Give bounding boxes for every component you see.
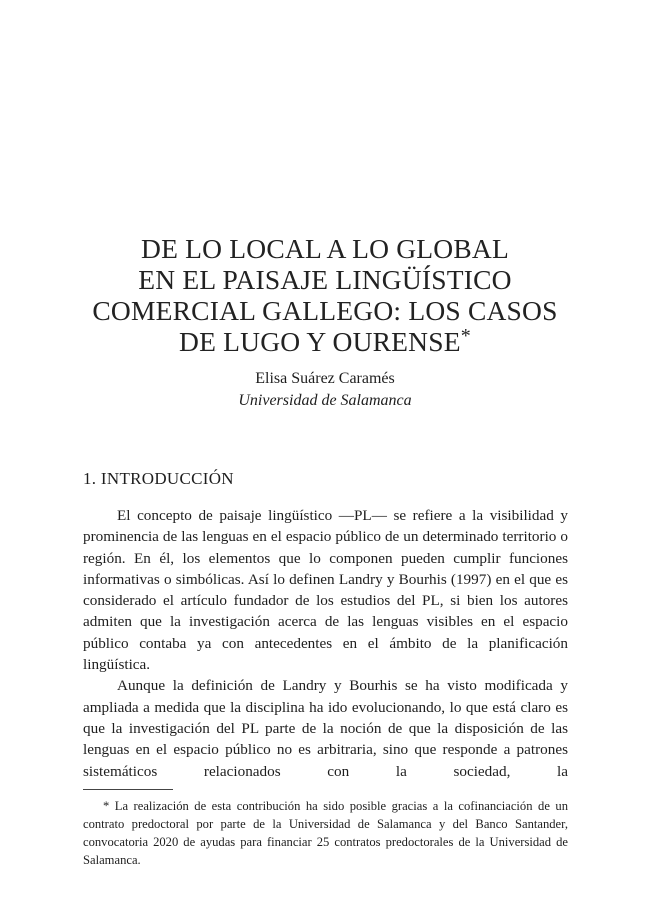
title-line-3: COMERCIAL GALLEGO: LOS CASOS (92, 295, 558, 326)
paper-title (60, 233, 590, 357)
body-text (83, 505, 568, 782)
paragraph: Aunque la definición de Landry y Bourhis se ha visto modificada y ampliada a medida que la disciplina ha ido evolucionando, lo que está claro es que la investigación del PL parte de la noción de que la disposición de las lenguas en el espacio público no es arbitraria, sino que responde a patrones sistemáticos relacionados con la sociedad, la (83, 677, 568, 780)
footnote-divider (83, 789, 173, 790)
author-affiliation: Universidad de Salamanca (238, 392, 412, 409)
title-line-2: EN EL PAISAJE LINGÜÍSTICO (138, 264, 512, 295)
paragraph: El concepto de paisaje lingüístico —PL— se refiere a la visibilidad y prominencia de las lenguas en el espacio público de un determinado territorio o región. En él, los elementos que lo componen pueden cumplir funciones informativas o simbólicas. Así lo definen Landry y Bourhis (1997) en el que es considerado el artículo fundador de los estudios del PL, si bien los autores admiten que la investigación acerca de las lenguas visibles en el espacio público contaba ya con antecedentes en el ámbito de la planificación lingüística. (83, 507, 568, 674)
author-name: Elisa Suárez Caramés (255, 370, 395, 387)
title-line-4 (60, 326, 590, 357)
footnote: * La realización de esta contribución ha sido posible gracias a la cofinanciación de un contrato predoctoral por parte de la Universidad de Salamanca y del Banco Santander, convocatoria 2020 de ayudas para financiar 25 contratos predoctorales de la Universidad de Salamanca. (83, 799, 568, 867)
title-line-4-text: DE LUGO Y OURENSE (179, 326, 461, 357)
section-heading: 1. INTRODUCCIÓN (83, 469, 234, 488)
title-line-1: DE LO LOCAL A LO GLOBAL (141, 233, 509, 264)
title-footnote-marker: * (460, 325, 471, 347)
